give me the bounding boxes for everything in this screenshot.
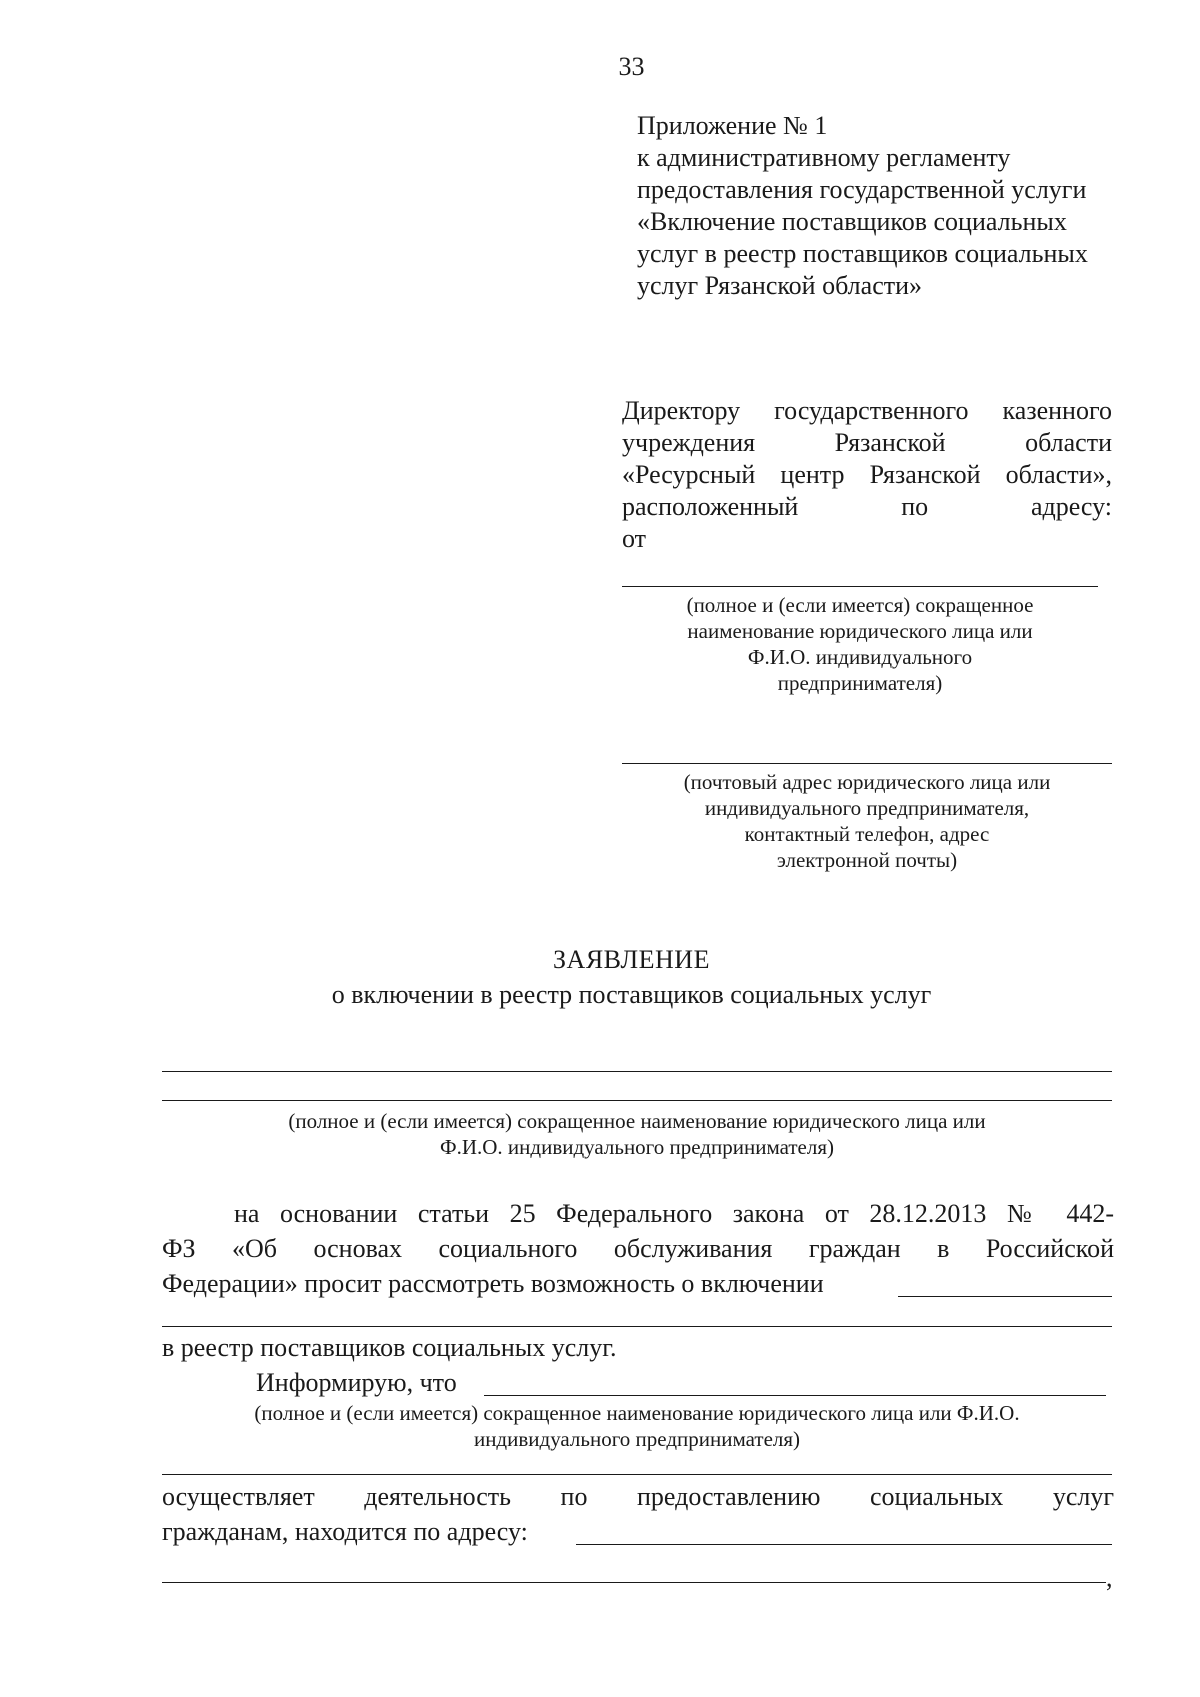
appendix-line: к административному регламенту [637,143,1011,172]
appendix-line: предоставления государственной услуги [637,175,1087,204]
appendix-header [637,110,1197,302]
appendix-line: «Включение поставщиков социальных [637,207,1067,236]
inclusion-field[interactable] [898,1296,1112,1297]
paragraph-line: гражданам, находится по адресу: [162,1517,528,1546]
caption-line: предпринимателя) [777,671,943,695]
org-name-caption [162,1108,1112,1160]
caption-line: (почтовый адрес юридического лица или [683,770,1051,794]
address-field-2[interactable] [162,1582,1106,1583]
addressee-line: «Ресурсный центр Рязанской области», [622,460,1112,489]
appendix-line: Приложение № 1 [637,111,828,140]
trailing-comma: , [1106,1563,1113,1592]
caption-line: (полное и (если имеется) сокращенное наименование юридического лица или [288,1109,986,1133]
paragraph-line: на основании статьи 25 Федерального закона от 28.12.2013 № 442- [234,1199,1114,1228]
caption-line: (полное и (если имеется) сокращенное [686,593,1034,617]
addressee-block [622,395,1112,555]
caption-line: Ф.И.О. индивидуального [747,645,973,669]
appendix-line: услуг в реестр поставщиков социальных [637,239,1088,268]
inform-field[interactable] [484,1395,1106,1396]
caption-line: индивидуального предпринимателя) [473,1427,801,1451]
contacts-field[interactable] [622,763,1112,764]
caption-line: Ф.И.О. индивидуального предпринимателя) [440,1135,834,1159]
addressee-line: от [622,524,647,553]
page-number: 33 [618,52,645,81]
contacts-caption [622,769,1112,873]
applicant-name-field[interactable] [622,586,1098,587]
org-name-field-1[interactable] [162,1071,1112,1072]
inclusion-field-2[interactable] [162,1326,1112,1327]
caption-line: контактный телефон, адрес [744,822,990,846]
inform-caption [162,1400,1112,1452]
inform-label: Информирую, что [256,1368,457,1397]
addressee-line: учреждения Рязанской области [622,428,1112,457]
caption-line: наименование юридического лица или [687,619,1033,643]
inform-field-2[interactable] [162,1474,1112,1475]
document-title: ЗАЯВЛЕНИЕ [553,945,710,974]
addressee-line: Директору государственного казенного [622,396,1112,425]
document-subtitle: о включении в реестр поставщиков социальных услуг [331,980,932,1009]
paragraph-line: ФЗ «Об основах социального обслуживания граждан в Российской [162,1234,1114,1263]
appendix-line: услуг Рязанской области» [637,271,923,300]
caption-line: электронной почты) [776,848,958,872]
applicant-name-caption [622,592,1098,696]
paragraph-line: осуществляет деятельность по предоставлению социальных услуг [162,1482,1114,1511]
address-field[interactable] [576,1544,1112,1545]
paragraph-line: Федерации» просит рассмотреть возможность о включении [162,1269,824,1298]
caption-line: (полное и (если имеется) сокращенное наименование юридического лица или Ф.И.О. [254,1401,1020,1425]
caption-line: индивидуального предпринимателя, [704,796,1030,820]
addressee-line: расположенный по адресу: [622,492,1112,521]
org-name-field-2[interactable] [162,1100,1112,1101]
registry-line: в реестр поставщиков социальных услуг. [162,1333,617,1362]
